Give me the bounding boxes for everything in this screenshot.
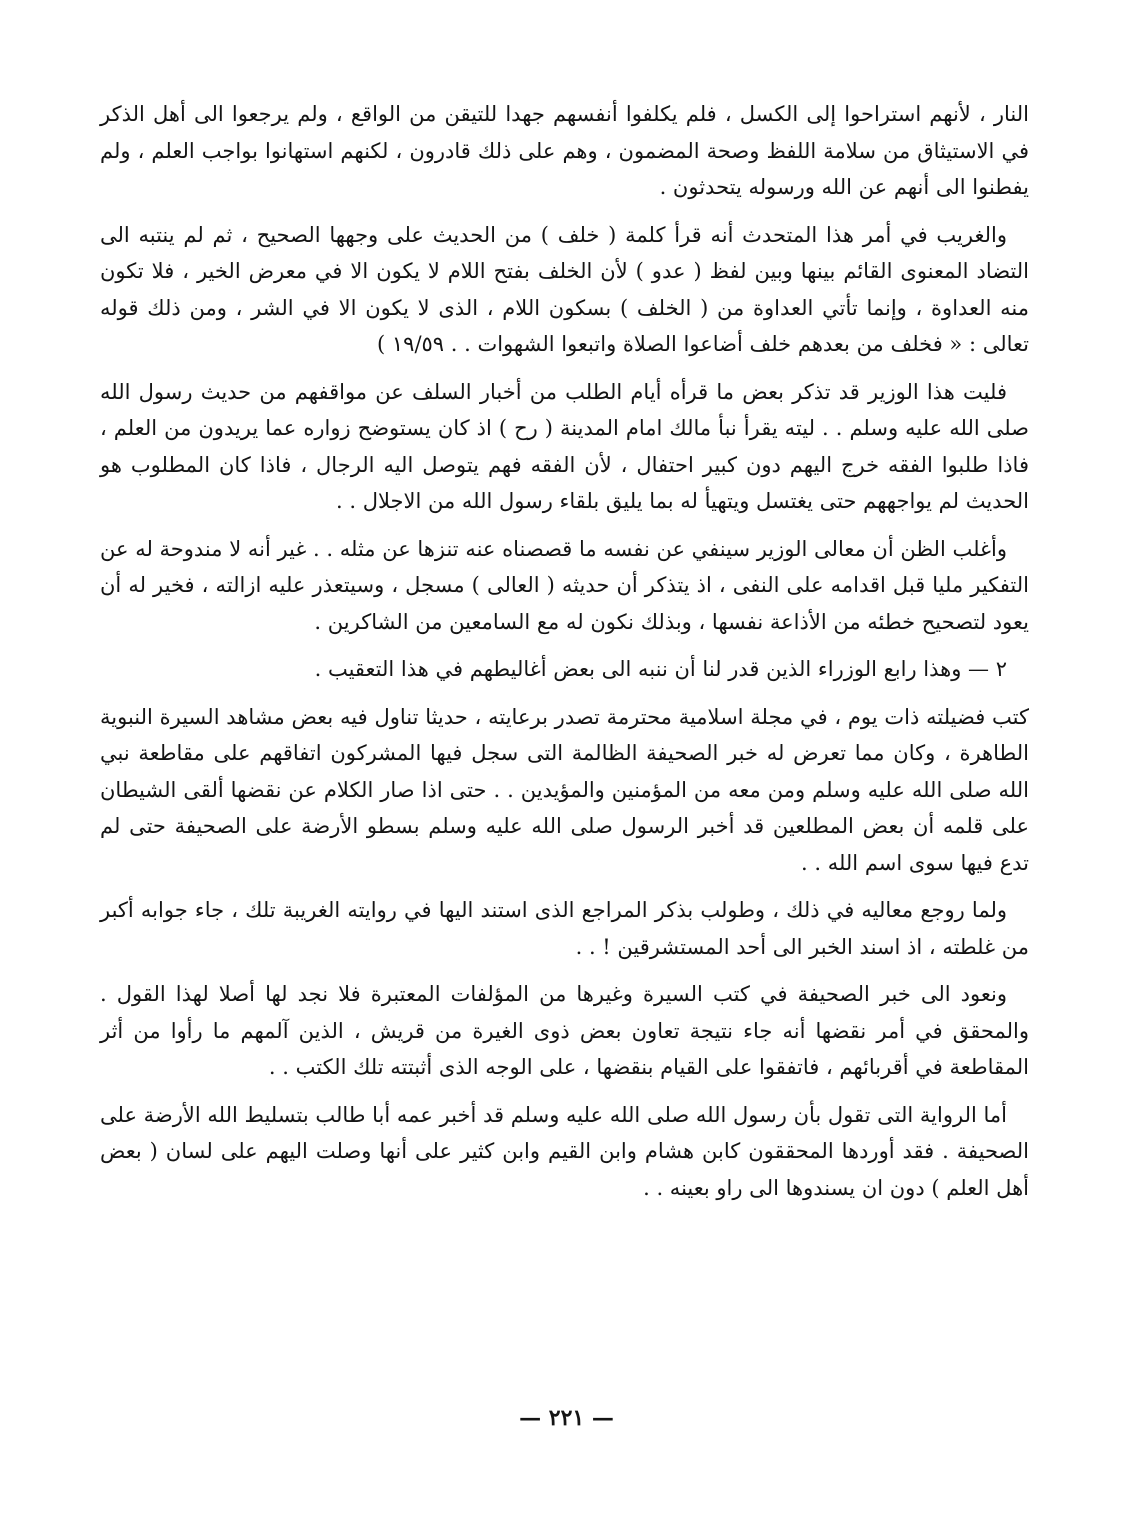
paragraph-5: ٢ — وهذا رابع الوزراء الذين قدر لنا أن ننبه الى بعض أغاليطهم في هذا التعقيب .: [314, 657, 1007, 681]
paragraph-3: فليت هذا الوزير قد تذكر بعض ما قرأه أيام الطلب من أخبار السلف عن مواقفهم من حديث رسول الله صلى الله عليه وسلم . . ليته يقرأ نبأ مالك امام المدينة ( رح ) اذ كان يستوضح زواره عما يريدون من العلم ، فاذا طلبوا الفقه خرج اليهم دون كبير احتفال ، لأن الفقه فهم يتوصل اليه الرجال ، فاذا كان المطلوب هو الحديث لم يواجههم حتى يغتسل ويتهيأ له بما يليق بلقاء رسول الله من الاجلال . .: [100, 379, 1029, 513]
paragraph-1: النار ، لأنهم استراحوا إلى الكسل ، فلم يكلفوا أنفسهم جهدا للتيقن من الواقع ، ولم يرجعوا الى أهل الذكر في الاستيثاق من سلامة اللفظ وصحة المضمون ، وهم على ذلك قادرون ، لكنهم استهانوا بواجب العلم ، ولم يفطنوا الى أنهم عن الله ورسوله يتحدثون .: [100, 102, 1029, 199]
paragraph-4: وأغلب الظن أن معالى الوزير سينفي عن نفسه ما قصصناه عنه تنزها عن مثله . . غير أنه لا مندوحة له عن التفكير مليا قبل اقدامه على النفى ، اذ يتذكر أن حديثه ( العالى ) مسجل ، وسيتعذر عليه ازالته ، فخير له أن يعود لتصحيح خطئه من الأذاعة نفسها ، وبذلك نكون له مع السامعين من الشاكرين .: [100, 536, 1029, 634]
paragraph-2: والغريب في أمر هذا المتحدث أنه قرأ كلمة ( خلف ) من الحديث على وجهها الصحيح ، ثم لم ينتبه الى التضاد المعنوى القائم بينها وبين لفظ ( عدو ) لأن الخلف بفتح اللام لا يكون الا في معرض الخير ، فلا تكون منه العداوة ، وإنما تأتي العداوة من ( الخلف ) بسكون اللام ، الذى لا يكون الا في الشر ، ومن ذلك قوله تعالى : « فخلف من بعدهم خلف أضاعوا الصلاة واتبعوا الشهوات . . ١٩/٥٩ ): [100, 222, 1029, 356]
paragraph-8: ونعود الى خبر الصحيفة في كتب السيرة وغيرها من المؤلفات المعتبرة فلا نجد لها أصلا لهذا القول . والمحقق في أمر نقضها أنه جاء نتيجة تعاون بعض ذوى الغيرة من قريش ، الذين آلمهم ما رأوا من أثر المقاطعة في أقربائهم ، فاتفقوا على القيام بنقضها ، على الوجه الذى أثبتته تلك الكتب . .: [100, 982, 1029, 1079]
paragraph-9: أما الرواية التى تقول بأن رسول الله صلى الله عليه وسلم قد أخبر عمه أبا طالب بتسليط الله الأرضة على الصحيفة . فقد أوردها المحققون كابن هشام وابن القيم وابن كثير على أنها وصلت اليهم على لسان ( بعض أهل العلم ) دون ان يسندوها الى راو بعينه . .: [100, 1102, 1029, 1200]
paragraph-6: كتب فضيلته ذات يوم ، في مجلة اسلامية محترمة تصدر برعايته ، حديثا تناول فيه بعض مشاهد السيرة النبوية الطاهرة ، وكان مما تعرض له خبر الصحيفة الظالمة التى سجل فيها المشركون اتفاقهم على مقاطعة نبي الله صلى الله عليه وسلم ومن معه من المؤمنين والمؤيدين . . حتى اذا صار الكلام عن نقضها ألقى الشيطان على قلمه أن بعض المطلعين قد أخبر الرسول صلى الله عليه وسلم بسطو الأرضة على الصحيفة حتى لم تدع فيها سوى اسم الله . .: [100, 704, 1029, 875]
page-number: — ٢٢١ —: [519, 1405, 614, 1431]
paragraph-7: ولما روجع معاليه في ذلك ، وطولب بذكر المراجع الذى استند اليها في روايته الغريبة تلك ، جاء جوابه أكبر من غلطته ، اذ اسند الخبر الى أحد المستشرقين ! . .: [100, 898, 1029, 959]
